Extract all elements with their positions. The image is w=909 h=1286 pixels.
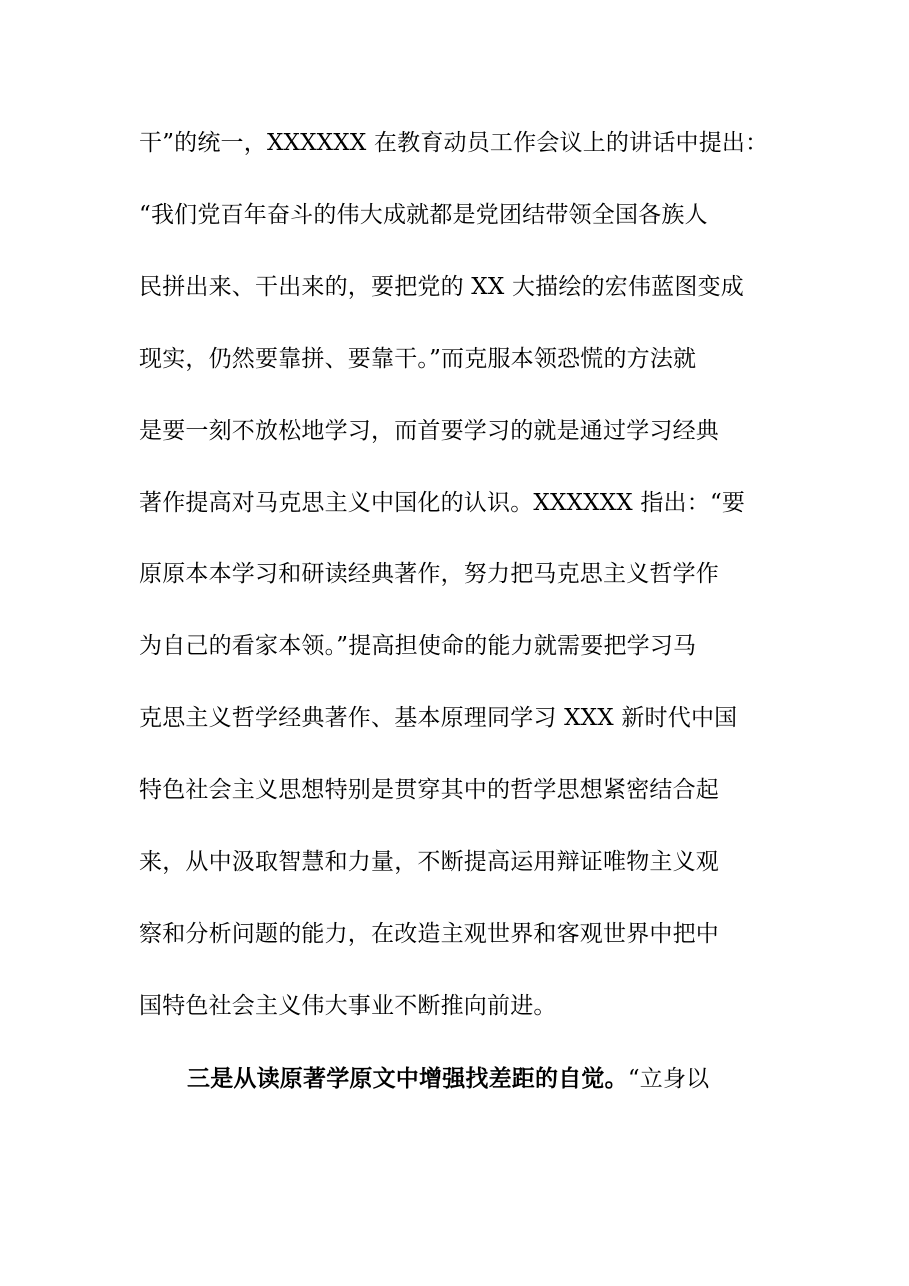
paragraph-line-5: 是要一刻不放松地学习，而首要学习的就是通过学习经典 xyxy=(139,418,719,444)
paragraph-line-7: 原原本本学习和研读经典著作，努力把马克思主义哲学作 xyxy=(139,561,719,587)
paragraph-line-10: 特色社会主义思想特别是贯穿其中的哲学思想紧密结合起 xyxy=(139,777,719,803)
paragraph-line-9: 克思主义哲学经典著作、基本原理同学习 XXX 新时代中国 xyxy=(139,705,738,731)
paragraph-line-2: “我们党百年奋斗的伟大成就都是党团结带领全国各族人 xyxy=(139,202,708,228)
paragraph-three xyxy=(187,1064,779,1094)
paragraph-line-8: 为自己的看家本领。”提高担使命的能力就需要把学习马 xyxy=(139,633,697,659)
paragraph-line-12: 察和分析问题的能力，在改造主观世界和客观世界中把中 xyxy=(139,921,719,947)
paragraph-heading: 三是从读原著学原文中增强找差距的自觉。 xyxy=(187,1065,628,1092)
paragraph-line-3: 民拼出来、干出来的，要把党的 XX 大描绘的宏伟蓝图变成 xyxy=(139,274,744,300)
paragraph-line-11: 来，从中汲取智慧和力量，不断提高运用辩证唯物主义观 xyxy=(139,849,719,875)
paragraph-line-6: 著作提高对马克思主义中国化的认识。XXXXXX 指出：“要 xyxy=(139,490,746,516)
paragraph-line-13: 国特色社会主义伟大事业不断推向前进。 xyxy=(139,993,557,1019)
paragraph-line-1: 干”的统一，XXXXXX 在教育动员工作会议上的讲话中提出： xyxy=(139,130,769,156)
paragraph-line-4: 现实，仍然要靠拼、要靠干。”而克服本领恐慌的方法就 xyxy=(139,346,697,372)
paragraph-text: “立身以 xyxy=(627,1066,710,1092)
